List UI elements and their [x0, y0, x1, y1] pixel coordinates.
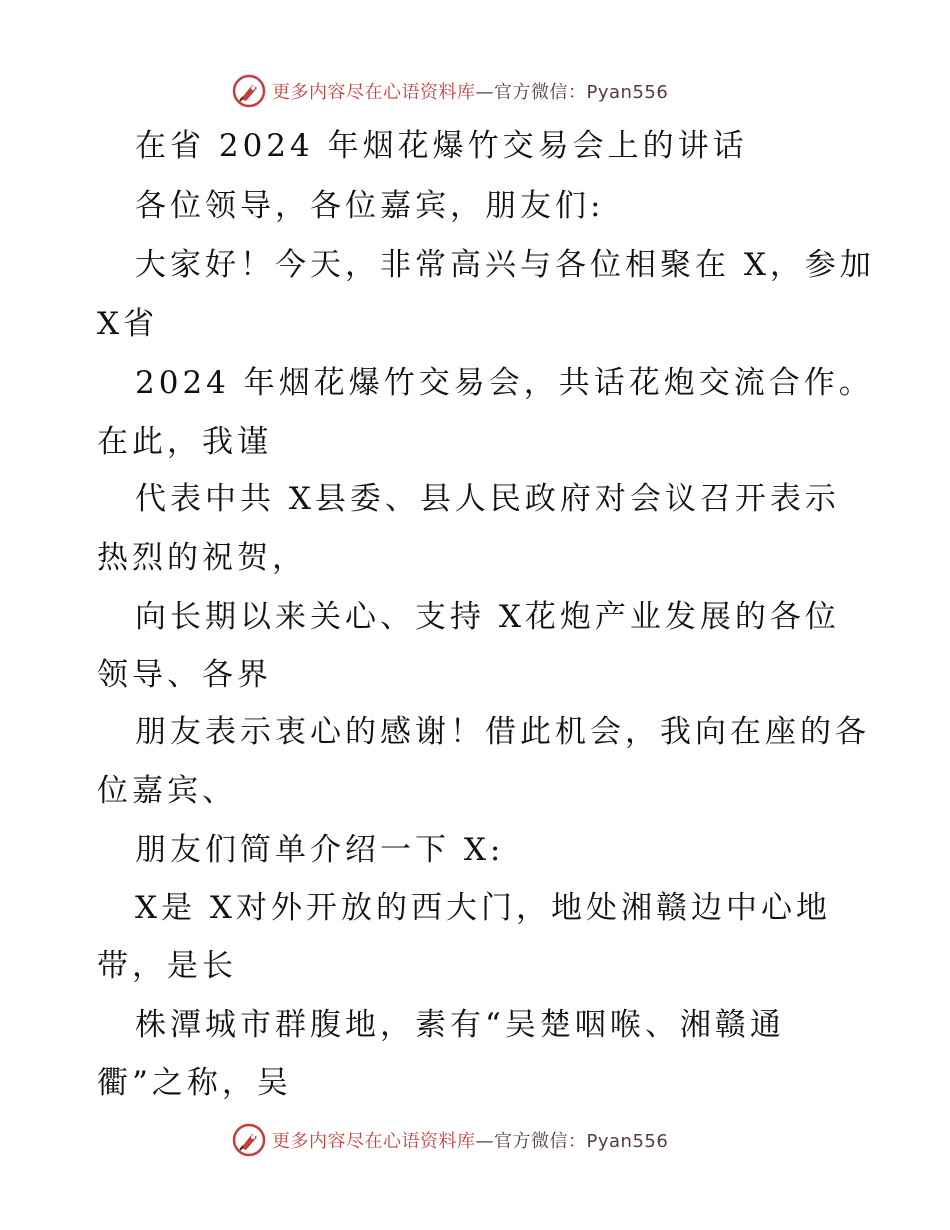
text-line: 领导、各界	[97, 657, 272, 693]
watermark-banner-bottom	[232, 1121, 668, 1159]
text-line: X省	[97, 306, 159, 342]
text-line: 带，是长	[97, 948, 237, 984]
text-line: 向长期以来关心、支持 X花炮产业发展的各位	[135, 599, 840, 635]
text-line: 朋友们简单介绍一下 X:	[135, 832, 505, 868]
text-line: X是 X对外开放的西大门，地处湘赣边中心地	[135, 890, 831, 926]
text-line: 热烈的祝贺，	[97, 540, 307, 576]
text-line: 在此，我谨	[97, 424, 272, 460]
text-line: 衢”之称，吴	[97, 1065, 292, 1101]
watermark-text: 更多内容尽在心语资料库—官方微信：Pyan556	[272, 82, 669, 103]
pen-nib-seal-icon	[232, 74, 266, 108]
text-line: 各位领导，各位嘉宾，朋友们:	[135, 188, 605, 224]
document-title: 在省 2024 年烟花爆竹交易会上的讲话	[135, 128, 748, 164]
text-line: 代表中共 X县委、县人民政府对会议召开表示	[135, 481, 840, 517]
text-line: 株潭城市群腹地，素有“吴楚咽喉、湘赣通	[135, 1007, 785, 1043]
text-line: 大家好！今天，非常高兴与各位相聚在 X，参加	[135, 247, 875, 283]
watermark-banner-top	[232, 72, 668, 110]
watermark-text: 更多内容尽在心语资料库—官方微信：Pyan556	[272, 1131, 669, 1152]
pen-nib-seal-icon	[232, 1123, 266, 1157]
text-line: 2024 年烟花爆竹交易会，共话花炮交流合作。	[135, 365, 874, 401]
text-line: 朋友表示衷心的感谢！借此机会，我向在座的各	[135, 714, 870, 750]
text-line: 位嘉宾、	[97, 773, 237, 809]
